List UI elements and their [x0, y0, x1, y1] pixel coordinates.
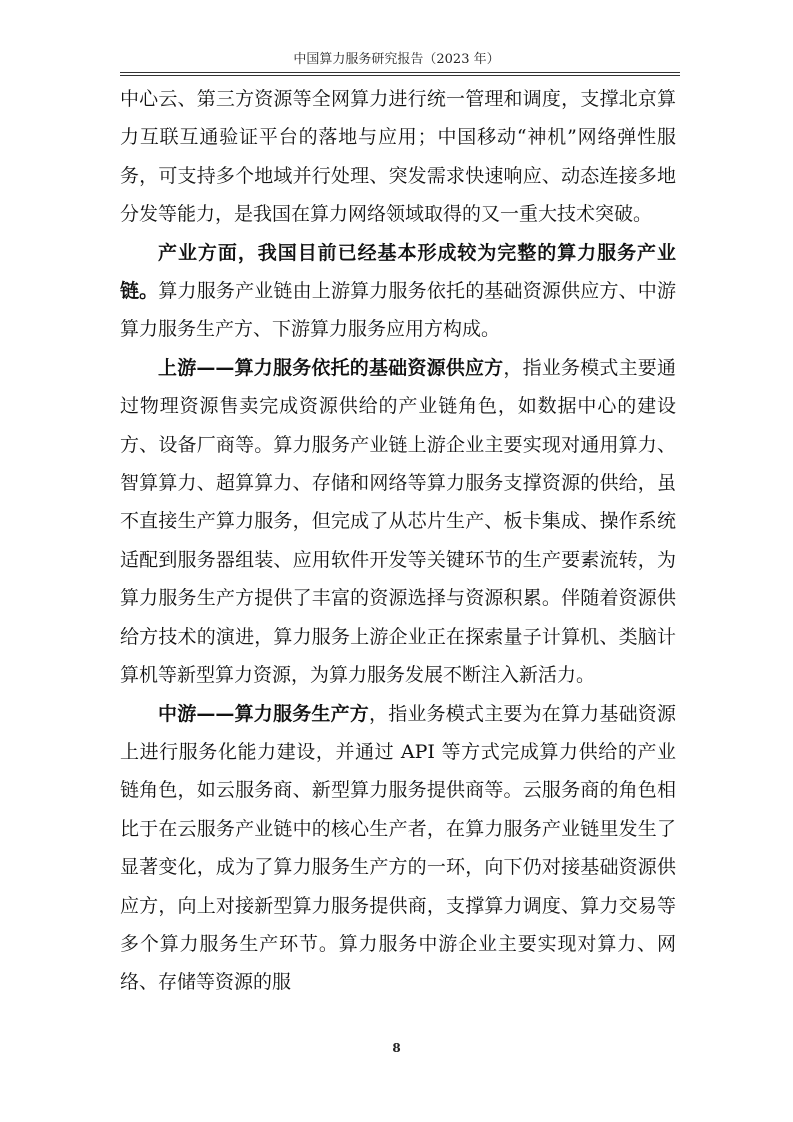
paragraph-4	[120, 695, 676, 1002]
paragraph-4-text: ，指业务模式主要为在算力基础资源上进行服务化能力建设，并通过 API 等方式完成算力供给的产业链角色，如云服务商、新型算力服务提供商等。云服务商的角色相比于在云服务产业链中的核心生产者，在算力服务产业链里发生了显著变化，成为了算力服务生产方的一环，向下仍对接基础资源供应方，向上对接新型算力服务提供商，支撑算力调度、算力交易等多个算力服务生产环节。算力服务中游企业主要实现对算力、网络、存储等资源的服	[120, 702, 676, 994]
running-header: 中国算力服务研究报告（2023 年）	[293, 52, 500, 67]
paragraph-2-text: 算力服务产业链由上游算力服务依托的基础资源供应方、中游算力服务生产方、下游算力服务应用方构成。	[120, 280, 676, 341]
paragraph-1	[120, 80, 676, 234]
paragraph-1-text: 中心云、第三方资源等全网算力进行统一管理和调度，支撑北京算力互联互通验证平台的落地与应用；中国移动“神机”网络弹性服务，可支持多个地域并行处理、突发需求快速响应、动态连接多地分发等能力，是我国在算力网络领域取得的又一重大技术突破。	[120, 88, 676, 226]
header-rule-top	[120, 72, 680, 73]
header-rule-bottom	[120, 75, 680, 76]
paragraph-3	[120, 349, 676, 695]
paragraph-2-lead: 产业方面，我国目前已经基本形成较为完整的算力服务产业链。	[120, 241, 676, 303]
body-text	[120, 80, 676, 1002]
paragraph-2	[120, 234, 676, 349]
paragraph-3-text: ，指业务模式主要通过物理资源售卖完成资源供给的产业链角色，如数据中心的建设方、设备厂商等。算力服务产业链上游企业主要实现对通用算力、智算算力、超算算力、存储和网络等算力服务支撑资源的供给，虽不直接生产算力服务，但完成了从芯片生产、板卡集成、操作系统适配到服务器组装、应用软件开发等关键环节的生产要素流转，为算力服务生产方提供了丰富的资源选择与资源积累。伴随着资源供给方技术的演进，算力服务上游企业正在探索量子计算机、类脑计算机等新型算力资源，为算力服务发展不断注入新活力。	[120, 356, 676, 687]
paragraph-3-lead: 上游——算力服务依托的基础资源供应方	[158, 356, 504, 379]
page-number: 8	[392, 1041, 401, 1055]
paragraph-4-lead: 中游——算力服务生产方	[158, 702, 369, 725]
